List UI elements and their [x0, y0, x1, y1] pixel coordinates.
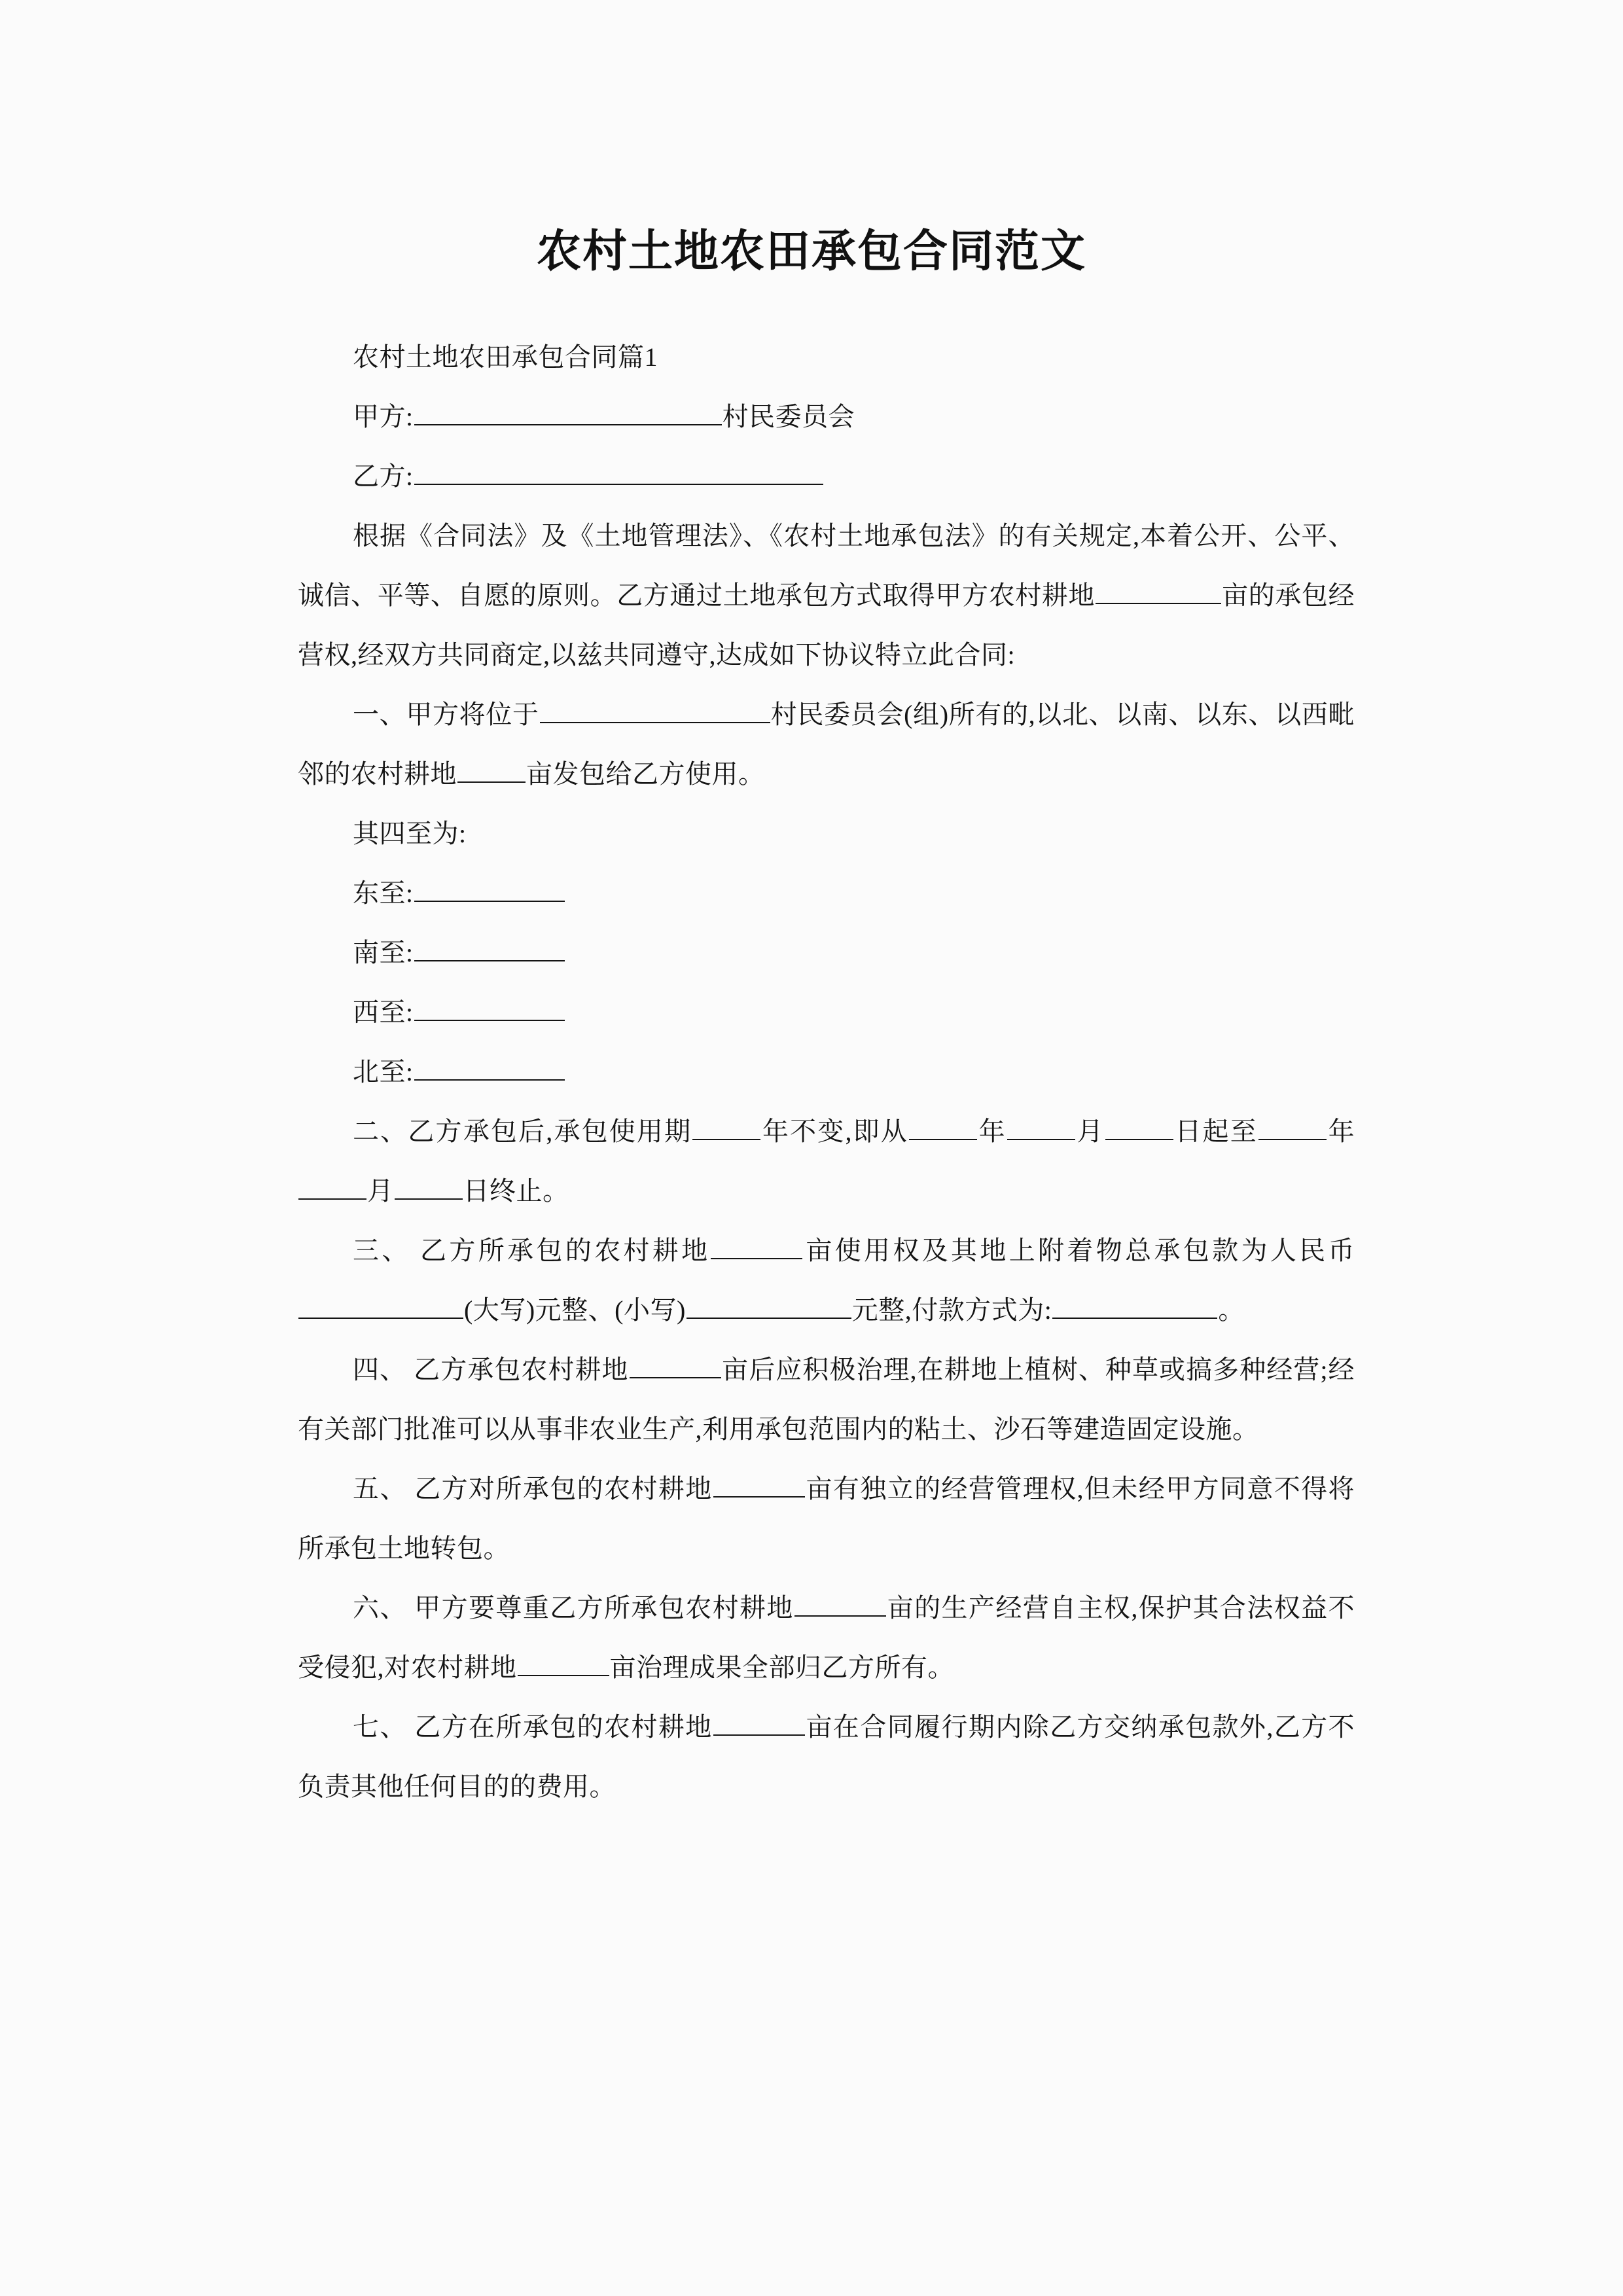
clause-6-segment-1: 甲方要尊重乙方所承包农村耕地: [414, 1593, 794, 1623]
clause-5: [298, 1459, 1355, 1578]
clause-2: [298, 1102, 1355, 1221]
clause-1-number: 一、: [353, 700, 406, 729]
boundary-blank-east[interactable]: [414, 873, 565, 902]
clause-2-segment-7: 月: [367, 1176, 394, 1206]
clause-3-amount-words-blank[interactable]: [298, 1290, 463, 1319]
clause-2-end-day-blank[interactable]: [395, 1171, 463, 1200]
clause-2-end-month-blank[interactable]: [298, 1171, 366, 1200]
clause-2-end-year-blank[interactable]: [1258, 1111, 1327, 1140]
clause-2-segment-5: 日起至: [1173, 1117, 1258, 1146]
clause-3-segment-3: (大写)元整、(小写): [464, 1295, 686, 1325]
clause-2-segment-6: 年: [1327, 1117, 1355, 1146]
boundary-blank-west[interactable]: [414, 992, 565, 1021]
party-a-line: [298, 387, 1355, 446]
clause-5-segment-2: 亩有独立的经营管理权,但未经甲方同意不得将所承包土地转包。: [298, 1474, 1355, 1563]
boundary-label-north: 北至:: [353, 1057, 414, 1086]
boundary-label-south: 南至:: [353, 938, 414, 967]
clause-2-segment-2: 年不变,即从: [761, 1117, 908, 1146]
clause-2-segment-3: 年: [977, 1117, 1007, 1146]
party-b-label: 乙方:: [353, 461, 414, 491]
clause-2-segment-8: 日终止。: [463, 1176, 569, 1206]
preamble-segment-1: 根据《合同法》及《土地管理法》、《农村土地承包法》的有关规定,本着公开、公平、诚信、平等、自愿的原则。乙方通过土地承包方式取得甲方农村耕地: [298, 521, 1355, 610]
clause-6-segment-2: 亩的生产经营自主权,保护其合法权益不受侵犯,对农村耕地: [298, 1593, 1355, 1682]
preamble-paragraph: [298, 506, 1355, 685]
clause-4-segment-2: 亩后应积极治理,在耕地上植树、种草或搞多种经营;经有关部门批准可以从事非农业生产,利用承包范围内的粘土、沙石等建造固定设施。: [298, 1355, 1355, 1444]
preamble-segment-2: 亩的承包经营权,经双方共同商定,以兹共同遵守,达成如下协议特立此合同:: [298, 581, 1355, 670]
clause-7-area-blank[interactable]: [713, 1707, 805, 1736]
boundary-label-east: 东至:: [353, 878, 414, 908]
clause-4: [298, 1340, 1355, 1459]
clause-7-segment-1: 乙方在所承包的农村耕地: [414, 1712, 713, 1742]
clause-2-term-blank[interactable]: [692, 1111, 760, 1140]
clause-3-amount-digits-blank[interactable]: [687, 1290, 851, 1319]
clause-3-number: 三、: [353, 1236, 411, 1265]
clause-1-segment-1: 甲方将位于: [406, 700, 539, 729]
clause-6-segment-3: 亩治理成果全部归乙方所有。: [609, 1653, 954, 1682]
clause-3-payment-method-blank[interactable]: [1052, 1290, 1217, 1319]
clause-2-start-year-blank[interactable]: [909, 1111, 977, 1140]
clause-7: [298, 1697, 1355, 1816]
clause-6: [298, 1578, 1355, 1697]
clause-3-segment-5: 。: [1218, 1295, 1245, 1325]
party-b-blank[interactable]: [414, 456, 823, 485]
clause-2-segment-1: 乙方承包后,承包使用期: [408, 1117, 692, 1146]
clause-3-area-blank[interactable]: [711, 1230, 802, 1259]
boundaries-heading: [298, 804, 1355, 863]
clause-3-segment-2: 亩使用权及其地上附着物总承包款为人民币: [803, 1236, 1355, 1265]
boundary-label-west: 西至:: [353, 997, 414, 1027]
clause-6-area-blank-2[interactable]: [518, 1647, 609, 1676]
clause-5-area-blank[interactable]: [713, 1469, 805, 1498]
boundary-row-north: [298, 1042, 1355, 1102]
party-b-line: [298, 446, 1355, 506]
page-title: 农村土地农田承包合同范文: [536, 226, 1086, 276]
document-body: [298, 327, 1355, 1816]
clause-2-segment-4: 月: [1075, 1117, 1105, 1146]
clause-1: [298, 685, 1355, 804]
party-a-suffix: 村民委员会: [722, 402, 855, 431]
boundary-row-south: [298, 923, 1355, 982]
clause-3-segment-4: 元整,付款方式为:: [851, 1295, 1052, 1325]
boundary-blank-south[interactable]: [414, 933, 565, 961]
clause-3: [298, 1221, 1355, 1340]
clause-2-start-month-blank[interactable]: [1007, 1111, 1075, 1140]
clause-1-location-blank[interactable]: [540, 694, 770, 723]
clause-2-start-day-blank[interactable]: [1105, 1111, 1173, 1140]
clause-4-area-blank[interactable]: [630, 1350, 721, 1378]
boundary-row-west: [298, 982, 1355, 1042]
boundary-blank-north[interactable]: [414, 1052, 565, 1081]
subtitle-text: 农村土地农田承包合同篇1: [353, 342, 658, 372]
subtitle-line: [298, 327, 1355, 387]
clause-1-segment-3: 亩发包给乙方使用。: [526, 759, 765, 789]
clause-6-area-blank-1[interactable]: [794, 1588, 886, 1617]
clause-4-segment-1: 乙方承包农村耕地: [414, 1355, 629, 1384]
clause-7-segment-2: 亩在合同履行期内除乙方交纳承包款外,乙方不负责其他任何目的的费用。: [298, 1712, 1355, 1801]
clause-5-number: 五、: [353, 1474, 407, 1503]
clause-1-area-blank[interactable]: [457, 754, 526, 783]
boundaries-heading-text: 其四至为:: [353, 819, 467, 848]
party-a-blank[interactable]: [414, 397, 722, 425]
clause-4-number: 四、: [353, 1355, 407, 1384]
preamble-area-blank[interactable]: [1096, 575, 1221, 604]
boundary-row-east: [298, 863, 1355, 923]
clause-2-number: 二、: [353, 1117, 408, 1146]
clause-1-segment-2: 村民委员会(组)所有的,以北、以南、以东、以西毗邻的农村耕地: [298, 700, 1355, 789]
party-a-label: 甲方:: [353, 402, 414, 431]
clause-3-segment-1: 乙方所承包的农村耕地: [420, 1236, 711, 1265]
clause-6-number: 六、: [353, 1593, 407, 1623]
clause-5-segment-1: 乙方对所承包的农村耕地: [414, 1474, 713, 1503]
clause-7-number: 七、: [353, 1712, 407, 1742]
